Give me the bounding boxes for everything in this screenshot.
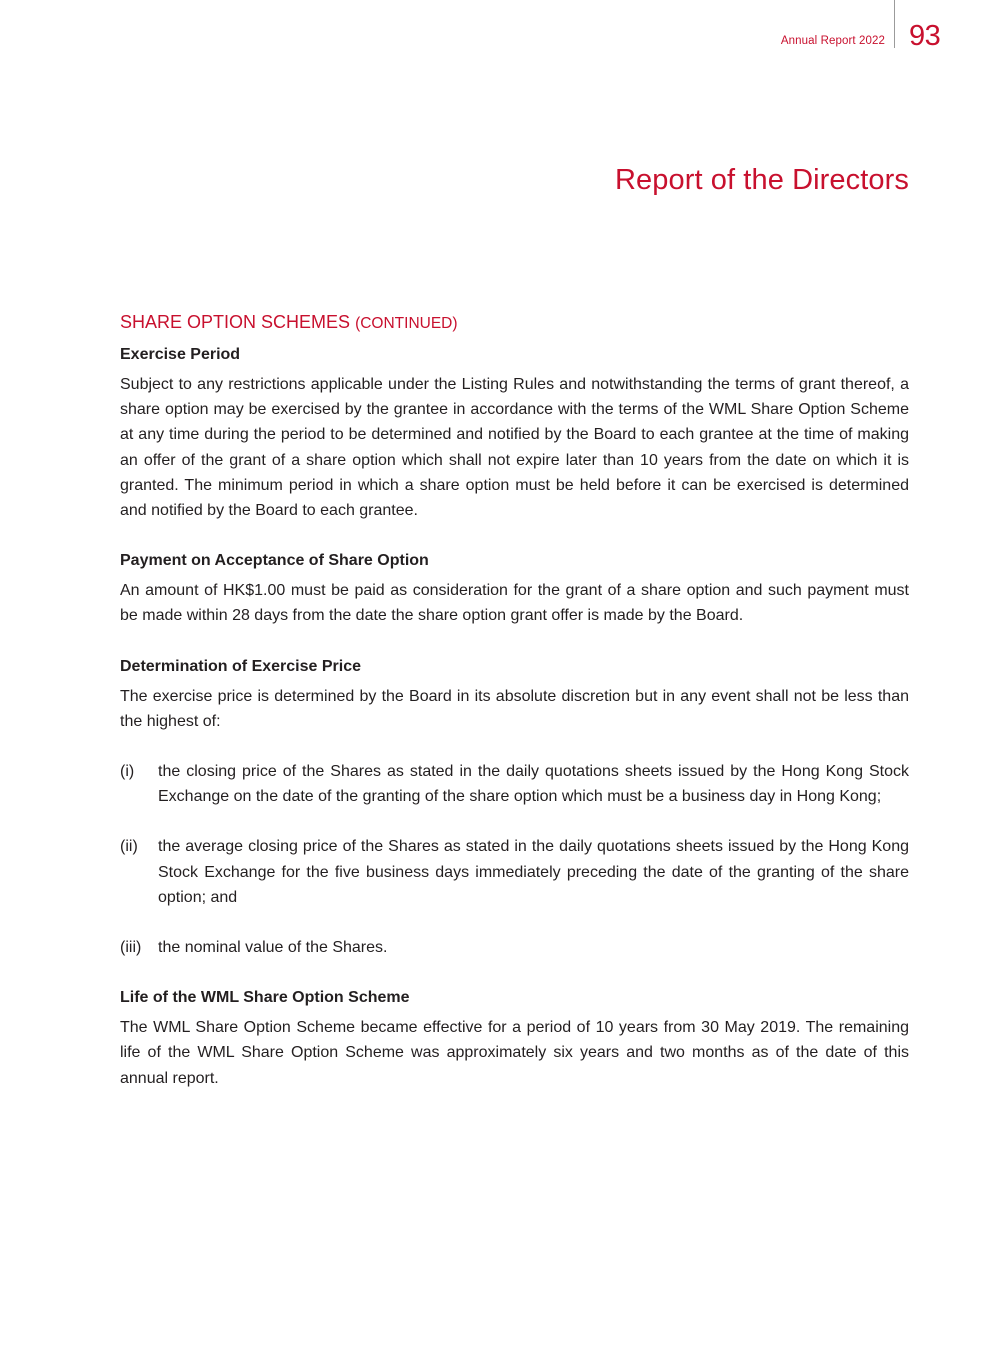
page-number: 93 (909, 20, 941, 52)
section-heading (120, 309, 909, 337)
header-divider (894, 0, 895, 48)
list-text: the closing price of the Shares as stated in the daily quotations sheets issued by the Hong Kong Stock Exchange on the date of the granting of the share option which must be a business day in Hong Kong; (158, 763, 909, 806)
list-text: the nominal value of the Shares. (158, 939, 388, 957)
list-marker: (ii) (120, 838, 138, 856)
content (120, 309, 909, 1116)
list-item (120, 935, 909, 960)
list-marker: (i) (120, 763, 135, 781)
exercise-period-heading: Exercise Period (120, 346, 241, 363)
life-heading: Life of the WML Share Option Scheme (120, 989, 410, 1007)
exercise-price-list (120, 759, 909, 960)
exercise-price-heading: Determination of Exercise Price (120, 657, 361, 675)
report-title: Report of the Directors (614, 164, 909, 196)
life-block (120, 985, 909, 1091)
exercise-period-block (120, 342, 909, 523)
list-marker: (iii) (120, 939, 142, 957)
list-text: the average closing price of the Shares as stated in the daily quotations sheets issued by the Hong Kong Stock Exchange for the five business days immediately preceding the date of the granting of the share option; and (158, 838, 909, 906)
life-body: The WML Share Option Scheme became effective for a period of 10 years from 30 May 2019. The remaining life of the WML Share Option Scheme was approximately six years and two months as of the date of this annual report. (120, 1019, 909, 1087)
list-item (120, 834, 909, 910)
payment-body: An amount of HK$1.00 must be paid as consideration for the grant of a share option and such payment must be made within 28 days from the date the share option grant offer is made by the Board. (120, 582, 909, 625)
payment-heading: Payment on Acceptance of Share Option (120, 552, 429, 570)
payment-block (120, 548, 909, 628)
exercise-price-body: The exercise price is determined by the Board in its absolute discretion but in any event shall not be less than the highest of: (120, 687, 909, 730)
exercise-price-block (120, 654, 909, 734)
list-item (120, 759, 909, 809)
section-heading-suffix: (CONTINUED) (355, 315, 458, 332)
exercise-period-body: Subject to any restrictions applicable under the Listing Rules and notwithstanding the terms of grant thereof, a share option may be exercised by the grantee in accordance with the terms of the WML Share Option Scheme at any time during the period to be determined and notified by the Board to each grantee at the time of making an offer of the grant of a share option which shall not expire later than 10 years from the date on which it is granted. The minimum period in which a share option must be held before it can be exercised is determined and notified by the Board to each grantee. (120, 376, 909, 520)
section-heading-main: SHARE OPTION SCHEMES (120, 312, 351, 332)
header-report-label: Annual Report 2022 (780, 35, 885, 47)
